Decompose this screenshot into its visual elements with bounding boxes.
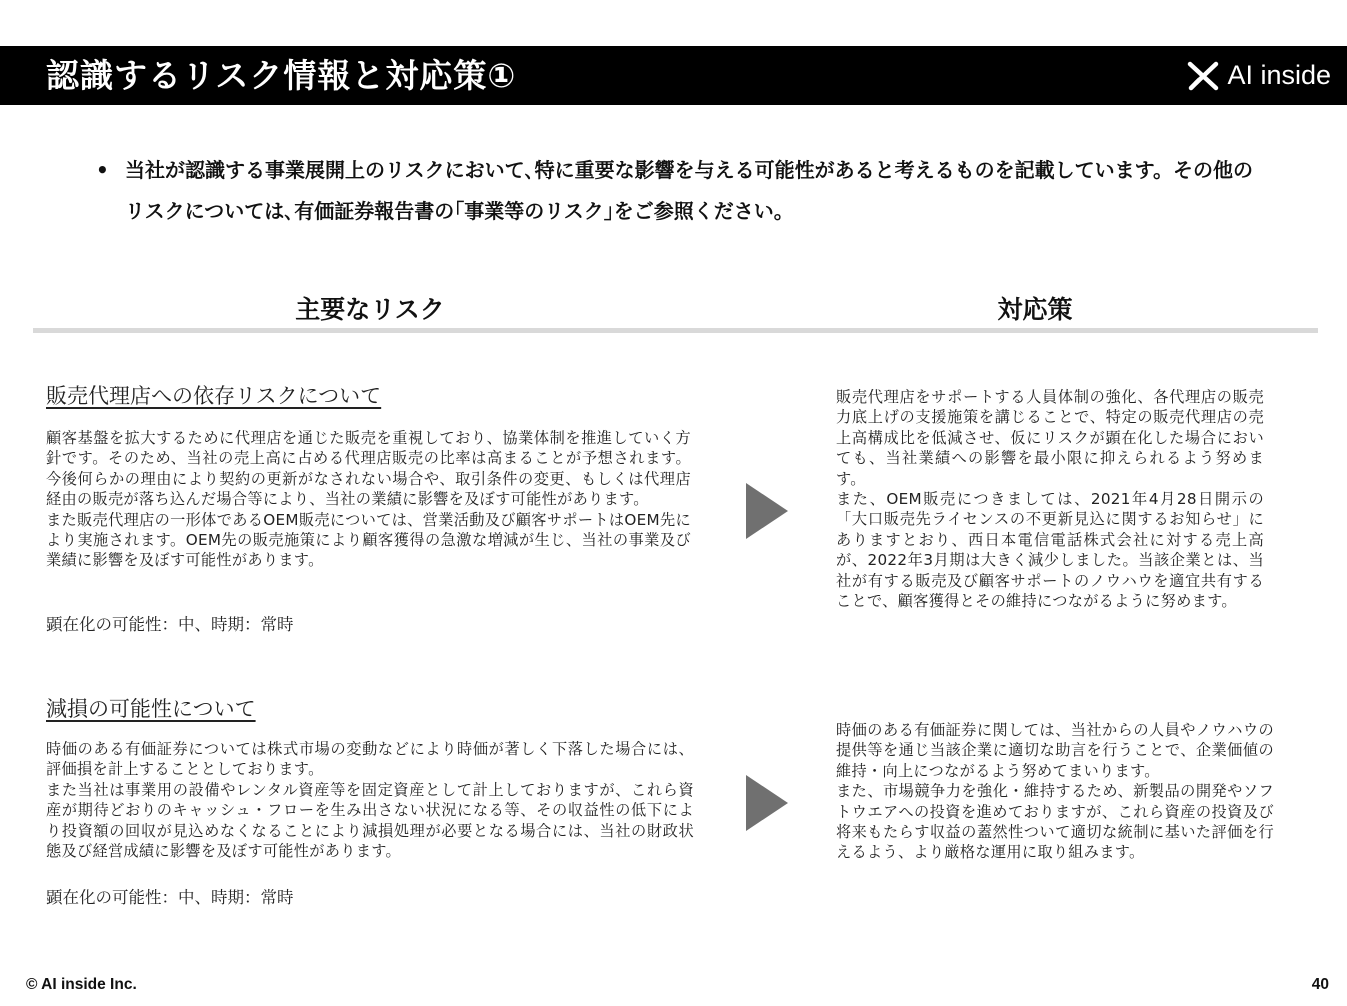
response-body: 時価のある有価証券に関しては、当社からの人員やノウハウの提供等を通じ当該企業に適切な助言を行うことで、企業価値の維持・向上につながるよう努めてまいります。 また、市場競争力を強化・維持するため、新製品の開発やソフトウエアへの投資を進めておりますが、これら資産の投資及び将来もたらす収益の蓋然性ついて適切な統制に基いた評価を行えるよう、より厳格な運用に取り組みます。: [836, 721, 1274, 862]
company-logo: [1187, 46, 1331, 105]
risk-body: 顧客基盤を拡大するために代理店を通じた販売を重視しており、協業体制を推進していく方針です。そのため、当社の売上高に占める代理店販売の比率は高まることが予想されます。今後何らかの理由により契約の更新がなされない場合や、取引条件の変更、もしくは代理店経由の販売が落ち込んだ場合等により、当社の業績に影響を及ぼす可能性があります。 また販売代理店の一形体であるOEM販売については、営業活動及び顧客サポートはOEM先により実施されます。OEM先の販売施策により顧客獲得の急激な増減が生じ、当社の事業及び業績に影響を及ぼす可能性があります。: [46, 429, 691, 570]
response-column-header: 対応策: [997, 295, 1073, 324]
bullet-dot: •: [96, 158, 109, 182]
copyright: © AI inside Inc.: [26, 976, 137, 993]
right-arrow-icon: [746, 483, 788, 539]
page-title: 認識するリスク情報と対応策①: [46, 56, 517, 95]
logo-text: AI inside: [1227, 60, 1331, 90]
risk-column-header: 主要なリスク: [295, 295, 445, 324]
risk-meta: 顕在化の可能性：中、時期：常時: [46, 615, 294, 634]
response-body: 販売代理店をサポートする人員体制の強化、各代理店の販売力底上げの支援施策を講じることで、特定の販売代理店の売上高構成比を低減させ、仮にリスクが顕在化した場合においても、当社業績への影響を最小限に抑えられるよう努めます。 また、OEM販売につきましては、2021年4月28日開示の「大口販売先ライセンスの不更新見込に関するお知らせ」にありますとおり、西日本電信電話株式会社に対する売上高が、2022年3月期は大きく減少しました。当該企業とは、当社が有する販売及び顧客サポートのノウハウを適宜共有することで、顧客獲得とその維持につながるように努めます。: [836, 388, 1264, 611]
risk-title: 販売代理店への依存リスクについて: [46, 384, 382, 408]
intro-text: 当社が認識する事業展開上のリスクにおいて､特に重要な影響を与える可能性があると考えるものを記載しています。その他のリスクについては､有価証券報告書の｢事業等のリスク｣をご参照ください。: [125, 158, 1253, 223]
logo-x-icon: [1187, 60, 1219, 92]
page-number: 40: [1311, 976, 1329, 993]
header-bar: [0, 46, 1347, 105]
risk-title: 減損の可能性について: [46, 697, 256, 721]
risk-body: 時価のある有価証券については株式市場の変動などにより時価が著しく下落した場合には、評価損を計上することとしております。 また当社は事業用の設備やレンタル資産等を固定資産として計上しておりますが、これら資産が期待どおりのキャッシュ・フローを生み出さない状況になる等、その収益性の低下により投資額の回収が見込めなくなることにより減損処理が必要となる場合には、当社の財政状態及び経営成績に影響を及ぼす可能性があります。: [46, 740, 694, 861]
header-divider: [33, 328, 1318, 333]
right-arrow-icon: [746, 775, 788, 831]
risk-meta: 顕在化の可能性：中、時期：常時: [46, 888, 294, 907]
